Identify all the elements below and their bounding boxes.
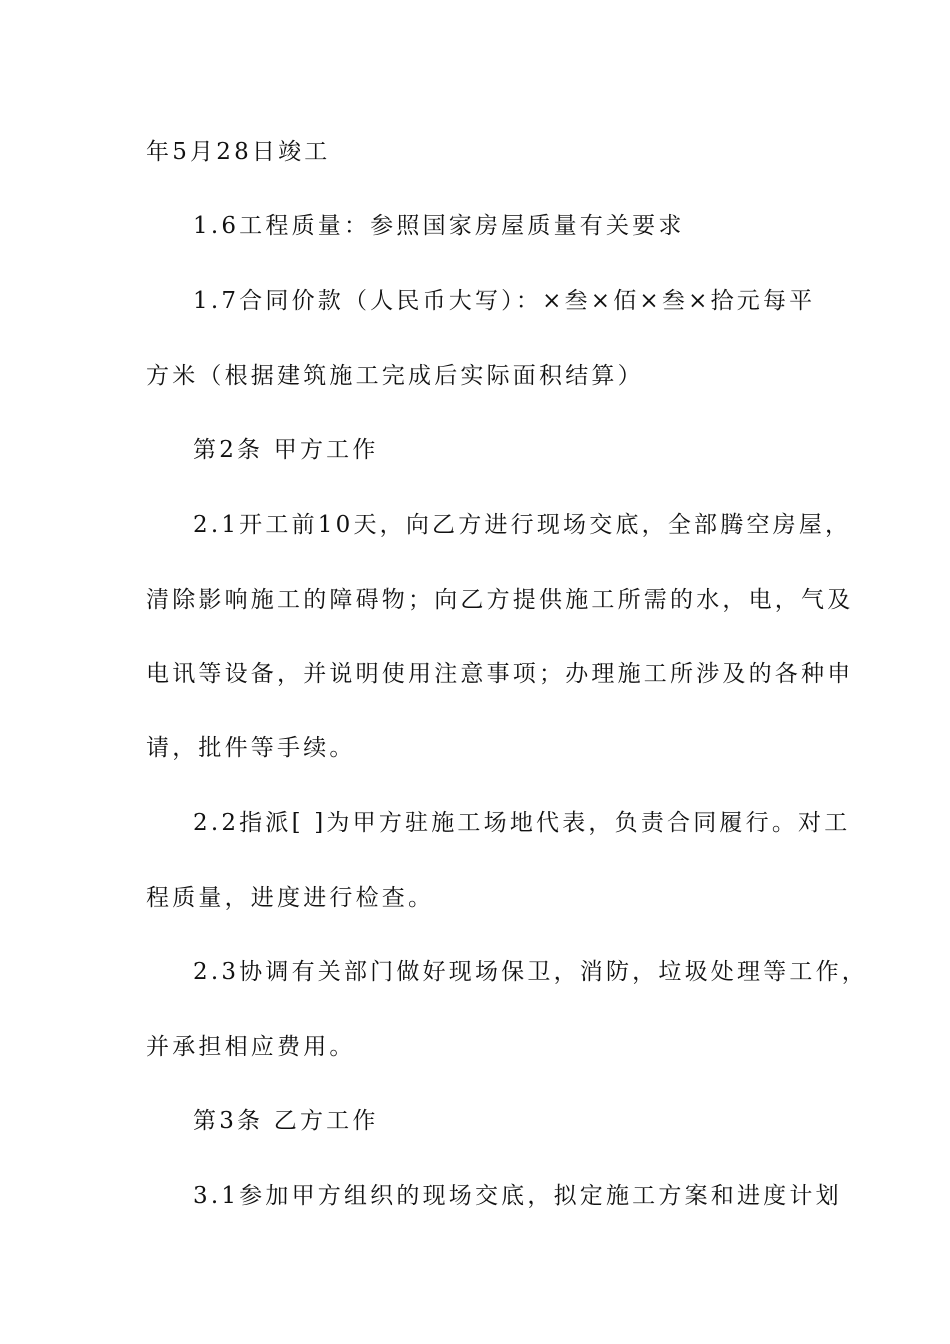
clause-2-3-line-1: 2.3协调有关部门做好现场保卫，消防，垃圾处理等工作， — [193, 959, 868, 985]
article-3-heading: 第3条 乙方工作 — [193, 1108, 379, 1134]
clause-3-1-line-1: 3.1参加甲方组织的现场交底，拟定施工方案和进度计划 — [193, 1183, 842, 1209]
clause-2-1-line-2: 清除影响施工的障碍物；向乙方提供施工所需的水，电，气及 — [146, 587, 854, 613]
clause-2-1-line-4: 请，批件等手续。 — [146, 735, 356, 761]
text-line-completion-date: 年5月28日竣工 — [146, 139, 331, 165]
clause-2-2-line-2: 程质量，进度进行检查。 — [146, 885, 435, 911]
clause-2-3-line-2: 并承担相应费用。 — [146, 1034, 356, 1060]
clause-1-7-price: 1.7合同价款（人民币大写）：×叁×佰×叁×拾元每平 — [193, 288, 816, 314]
clause-2-1-line-1: 2.1开工前10天，向乙方进行现场交底，全部腾空房屋， — [193, 512, 852, 538]
clause-2-1-line-3: 电讯等设备，并说明使用注意事项；办理施工所涉及的各种申 — [146, 661, 854, 687]
clause-1-6-quality: 1.6工程质量：参照国家房屋质量有关要求 — [193, 213, 685, 239]
clause-2-2-line-1: 2.2指派[ ]为甲方驻施工场地代表，负责合同履行。对工 — [193, 810, 851, 836]
clause-1-7-price-cont: 方米（根据建筑施工完成后实际面积结算） — [146, 363, 644, 389]
article-2-heading: 第2条 甲方工作 — [193, 437, 379, 463]
